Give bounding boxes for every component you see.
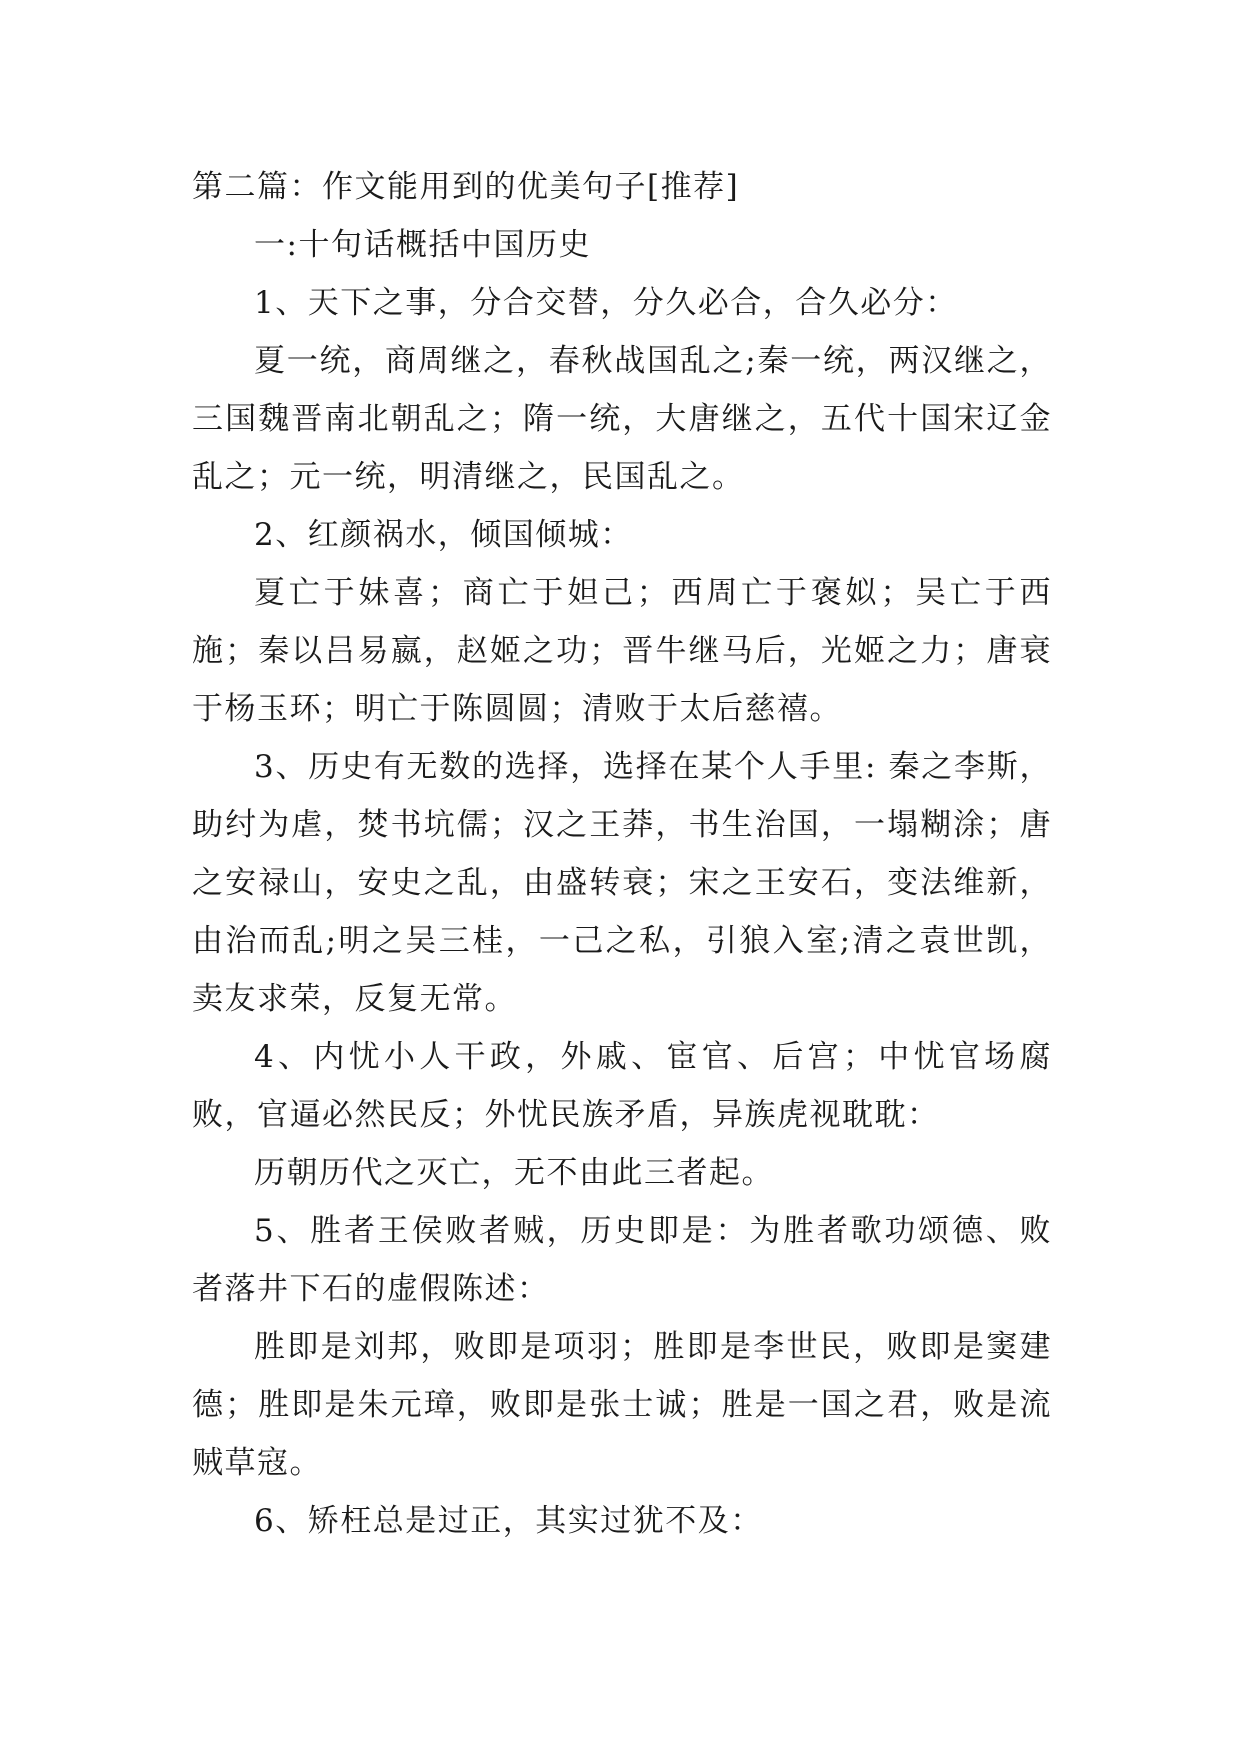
paragraph-2-heading: 2、红颜祸水，倾国倾城： — [254, 517, 633, 553]
document-title: 第二篇：作文能用到的优美句子[推荐] — [192, 169, 740, 205]
paragraph-6-heading: 6、矫枉总是过正，其实过犹不及： — [254, 1503, 763, 1539]
paragraph-1-heading: 1、天下之事，分合交替，分久必合，合久必分： — [254, 285, 958, 321]
section-heading: 一:十句话概括中国历史 — [254, 227, 591, 263]
paragraph-4-body: 历朝历代之灭亡，无不由此三者起。 — [254, 1155, 774, 1191]
paragraph-5-body: 胜即是刘邦，败即是项羽；胜即是李世民，败即是窦建德；胜即是朱元璋，败即是张士诚；胜是一国之君，败是流贼草寇。 — [192, 1329, 1052, 1481]
paragraph-3: 3、历史有无数的选择，选择在某个人手里: 秦之李斯，助纣为虐，焚书坑儒；汉之王莽，书生治国，一塌糊涂；唐之安禄山，安史之乱，由盛转衰；宋之王安石，变法维新，由治而乱;明之吴三桂，一己之私，引狼入室;清之袁世凯，卖友求荣，反复无常。 — [192, 749, 1052, 1017]
document-body — [192, 158, 1052, 1550]
paragraph-4-heading: 4、内忧小人干政，外戚、宦官、后宫；中忧官场腐败，官逼必然民反；外忧民族矛盾，异族虎视耽耽： — [192, 1039, 1052, 1133]
paragraph-2-body: 夏亡于妹喜；商亡于妲己；西周亡于褒姒；吴亡于西施；秦以吕易嬴，赵姬之功；晋牛继马后，光姬之力；唐衰于杨玉环；明亡于陈圆圆；清败于太后慈禧。 — [192, 575, 1052, 727]
paragraph-5-heading: 5、胜者王侯败者贼，历史即是：为胜者歌功颂德、败者落井下石的虚假陈述： — [192, 1213, 1052, 1307]
paragraph-1-body: 夏一统，商周继之，春秋战国乱之;秦一统，两汉继之，三国魏晋南北朝乱之；隋一统，大唐继之，五代十国宋辽金乱之；元一统，明清继之，民国乱之。 — [192, 343, 1052, 495]
